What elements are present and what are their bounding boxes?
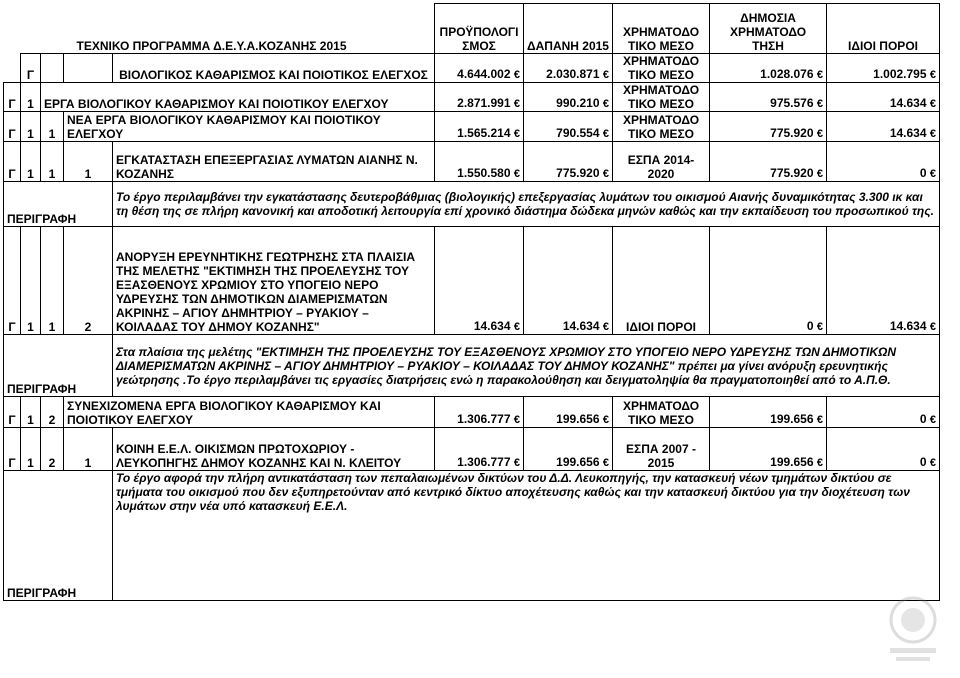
row-title: ΝΕΑ ΕΡΓΑ ΒΙΟΛΟΓΙΚΟΥ ΚΑΘΑΡΙΣΜΟΥ ΚΑΙ ΠΟΙΟΤΙΚΟΥ ΕΛΕΓΧΟΥ [64,112,435,142]
euro-sign: € [602,98,609,110]
public-value: 0 [806,319,814,333]
table-row [4,54,940,83]
funding-value: ΕΣΠΑ 2007 - 2015 [613,428,710,471]
code-level-2: 1 [21,397,41,428]
funding-value: ΧΡΗΜΑΤΟΔΟ ΤΙΚΟ ΜΕΣΟ [613,83,710,112]
budget-value: 1.565.214 [457,126,511,140]
funding-value: ΧΡΗΜΑΤΟΔΟ ΤΙΚΟ ΜΕΣΟ [613,112,710,142]
funding-value: ΧΡΗΜΑΤΟΔΟ ΤΙΚΟ ΜΕΣΟ [613,54,710,83]
euro-sign: € [602,457,609,469]
funding-value: ΧΡΗΜΑΤΟΔΟ ΤΙΚΟ ΜΕΣΟ [613,397,710,428]
expense-value: 199.656 [556,412,600,426]
euro-sign: € [816,321,823,333]
description-text: Το έργο αφορά την πλήρη αντικατάσταση των πεπαλαιωμένων δικτύων του Δ.Δ. Λευκοπηγής, την κατασκευή νέων τμημάτων δικτύου σε τμήματα του οικισμού που δεν εξυπηρετούνταν από κεντρικό δίκτυο αποχέτευσης καθώς και την κατασκευή δικτύου για την διοχέτευση των λυμάτων στην νέα υπό κατασκευή Ε.Ε.Λ. [113,471,940,601]
budget-value: 2.871.991 [457,96,511,110]
euro-sign: € [602,414,609,426]
row-title: ΕΓΚΑΤΑΣΤΑΣΗ ΕΠΕΞΕΡΓΑΣΙΑΣ ΛΥΜΑΤΩΝ ΑΙΑΝΗΣ Ν. ΚΟΖΑΝΗΣ [113,142,435,182]
expense-value: 2.030.871 [546,67,600,81]
code-level-1: Γ [4,428,21,471]
euro-sign: € [513,321,520,333]
public-value: 775.920 [770,166,814,180]
table-row [4,83,940,112]
euro-sign: € [929,457,936,469]
own-value: 14.634 [889,96,927,110]
public-value: 775.920 [770,126,814,140]
budget-table [3,3,940,601]
own-value: 14.634 [889,126,927,140]
code-level-4: 1 [64,428,113,471]
budget-value: 4.644.002 [457,67,511,81]
description-row [4,335,940,397]
budget-value: 14.634 [473,319,511,333]
public-value: 199.656 [770,455,814,469]
expense-value: 14.634 [562,319,600,333]
expense-value: 199.656 [556,455,600,469]
code-level-1: Γ [21,54,41,83]
expense-value: 790.554 [556,126,600,140]
code-level-1: Γ [4,227,21,335]
header-budget: ΠΡΟΫΠΟΛΟΓΙ ΣΜΟΣ [435,4,524,54]
public-value: 975.576 [770,96,814,110]
header-row [4,4,940,54]
code-level-2: 1 [21,112,41,142]
own-value: 1.002.795 [873,67,927,81]
euro-sign: € [816,128,823,140]
header-public-funding: ΔΗΜΟΣΙΑ ΧΡΗΜΑΤΟΔΟ ΤΗΣΗ [710,4,827,54]
euro-sign: € [929,321,936,333]
table-row [4,227,940,335]
table-row [4,112,940,142]
budget-value: 1.306.777 [457,455,511,469]
code-level-3: 1 [41,142,64,182]
euro-sign: € [816,69,823,81]
funding-value: ΕΣΠΑ 2014-2020 [613,142,710,182]
expense-value: 775.920 [556,166,600,180]
code-level-3: 2 [41,428,64,471]
code-level-2: 1 [21,142,41,182]
euro-sign: € [929,128,936,140]
row-title: ΣΥΝΕΧΙΖΟΜΕΝΑ ΕΡΓΑ ΒΙΟΛΟΓΙΚΟΥ ΚΑΘΑΡΙΣΜΟΥ ΚΑΙ ΠΟΙΟΤΙΚΟΥ ΕΛΕΓΧΟΥ [64,397,435,428]
code-level-3: 1 [41,227,64,335]
euro-sign: € [602,69,609,81]
budget-value: 1.306.777 [457,412,511,426]
description-text: Στα πλαίσια της μελέτης "ΕΚΤΙΜΗΣΗ ΤΗΣ ΠΡΟΕΛΕΥΣΗΣ ΤΟΥ ΕΞΑΣΘΕΝΟΥΣ ΧΡΩΜΙΟΥ ΣΤΟ ΥΠΟΓΕΙΟ ΝΕΡΟ ΥΔΡΕΥΣΗΣ ΤΩΝ ΔΗΜΟΤΙΚΩΝ ΔΙΑΜΕΡΙΣΜΑΤΩΝ ΑΚΡΙΝΗΣ – ΑΓΙΟΥ ΔΗΜΗΤΡΙΟΥ – ΡΥΑΚΙΟΥ – ΚΟΙΛΑΔΑΣ ΤΟΥ ΔΗΜΟΥ ΚΟΖΑΝΗΣ" πρέπει μα γίνει ανόρυξη ερευνητικής γεώτρησης .Το έργο περιλαμβάνει τις εργασίες διατρήσεις ενώ η παρακολούθηση και δειγματοληψία θα πραγματοποιηθεί από το Α.Π.Θ. [113,335,940,397]
description-label: ΠΕΡΙΓΡΑΦΗ [4,182,113,227]
euro-sign: € [513,168,520,180]
budget-value: 1.550.580 [457,166,511,180]
euro-sign: € [816,414,823,426]
euro-sign: € [929,414,936,426]
description-text: Το έργο περιλαμβάνει την εγκατάστασης δευτεροβάθμιας (βιολογικής) επεξεργασίας λυμάτων του οικισμού Αιανής δυναμικότητας 3.300 ικ και τη θέση της σε πλήρη κανονική και αποδοτική λειτουργία επί χρονικό διάστημα δώδεκα μηνών καθώς και την εκπαίδευση του προσωπικού της. [113,182,940,227]
public-value: 199.656 [770,412,814,426]
row-title: ΑΝΟΡΥΞΗ ΕΡΕΥΝΗΤΙΚΗΣ ΓΕΩΤΡΗΣΗΣ ΣΤΑ ΠΛΑΙΣΙΑ ΤΗΣ ΜΕΛΕΤΗΣ "ΕΚΤΙΜΗΣΗ ΤΗΣ ΠΡΟΕΛΕΥΣΗΣ ΤΟΥ ΕΞΑΣΘΕΝΟΥΣ ΧΡΩΜΙΟΥ ΣΤΟ ΥΠΟΓΕΙΟ ΝΕΡΟ ΥΔΡΕΥΣΗΣ ΤΩΝ ΔΗΜΟΤΙΚΩΝ ΔΙΑΜΕΡΙΣΜΑΤΩΝ ΑΚΡΙΝΗΣ – ΑΓΙΟΥ ΔΗΜΗΤΡΙΟΥ – ΡΥΑΚΙΟΥ – ΚΟΙΛΑΔΑΣ ΤΟΥ ΔΗΜΟΥ ΚΟΖΑΝΗΣ" [113,227,435,335]
euro-sign: € [929,98,936,110]
euro-sign: € [816,168,823,180]
description-row [4,182,940,227]
code-level-1: Γ [4,142,21,182]
code-level-3 [64,54,113,83]
euro-sign: € [513,128,520,140]
funding-value: ΙΔΙΟΙ ΠΟΡΟΙ [613,227,710,335]
table-row [4,142,940,182]
code-level-4: 2 [64,227,113,335]
own-value: 14.634 [889,319,927,333]
euro-sign: € [816,98,823,110]
code-level-3: 2 [41,397,64,428]
code-level-1: Γ [4,397,21,428]
euro-sign: € [602,168,609,180]
description-row [4,471,940,601]
code-level-3: 1 [41,112,64,142]
code-level-2: 1 [21,227,41,335]
euro-sign: € [929,168,936,180]
own-value: 0 [919,412,927,426]
euro-sign: € [513,457,520,469]
public-value: 1.028.076 [760,67,814,81]
expense-value: 990.210 [556,96,600,110]
euro-sign: € [602,128,609,140]
euro-sign: € [602,321,609,333]
code-level-2: 1 [21,83,41,112]
organization-logo [882,590,944,668]
header-own-resources: ΙΔΙΟΙ ΠΟΡΟΙ [827,4,940,54]
header-expense: ΔΑΠΑΝΗ 2015 [524,4,613,54]
row-title: ΕΡΓΑ ΒΙΟΛΟΓΙΚΟΥ ΚΑΘΑΡΙΣΜΟΥ ΚΑΙ ΠΟΙΟΤΙΚΟΥ ΕΛΕΓΧΟΥ [41,83,435,112]
table-row [4,428,940,471]
description-label: ΠΕΡΙΓΡΑΦΗ [4,471,113,601]
own-value: 0 [919,166,927,180]
code-level-1: Γ [4,112,21,142]
description-label: ΠΕΡΙΓΡΑΦΗ [4,335,113,397]
table-title: ΤΕΧΝΙΚΟ ΠΡΟΓΡΑΜΜΑ Δ.Ε.Υ.Α.ΚΟΖΑΝΗΣ 2015 [76,39,347,53]
euro-sign: € [513,98,520,110]
row-title: ΚΟΙΝΗ Ε.Ε.Λ. ΟΙΚΙΣΜΩΝ ΠΡΩΤΟΧΩΡΙΟΥ - ΛΕΥΚΟΠΗΓΗΣ ΔΗΜΟΥ ΚΟΖΑΝΗΣ ΚΑΙ Ν. ΚΛΕΙΤΟΥ [113,428,435,471]
code-level-2 [41,54,64,83]
euro-sign: € [816,457,823,469]
code-level-2: 1 [21,428,41,471]
table-row [4,397,940,428]
code-level-4: 1 [64,142,113,182]
euro-sign: € [929,69,936,81]
own-value: 0 [919,455,927,469]
header-funding: ΧΡΗΜΑΤΟΔΟ ΤΙΚΟ ΜΕΣΟ [613,4,710,54]
code-level-1: Γ [4,83,21,112]
euro-sign: € [513,69,520,81]
euro-sign: € [513,414,520,426]
row-title: ΒΙΟΛΟΓΙΚΟΣ ΚΑΘΑΡΙΣΜΟΣ ΚΑΙ ΠΟΙΟΤΙΚΟΣ ΕΛΕΓΧΟΣ [113,54,435,83]
